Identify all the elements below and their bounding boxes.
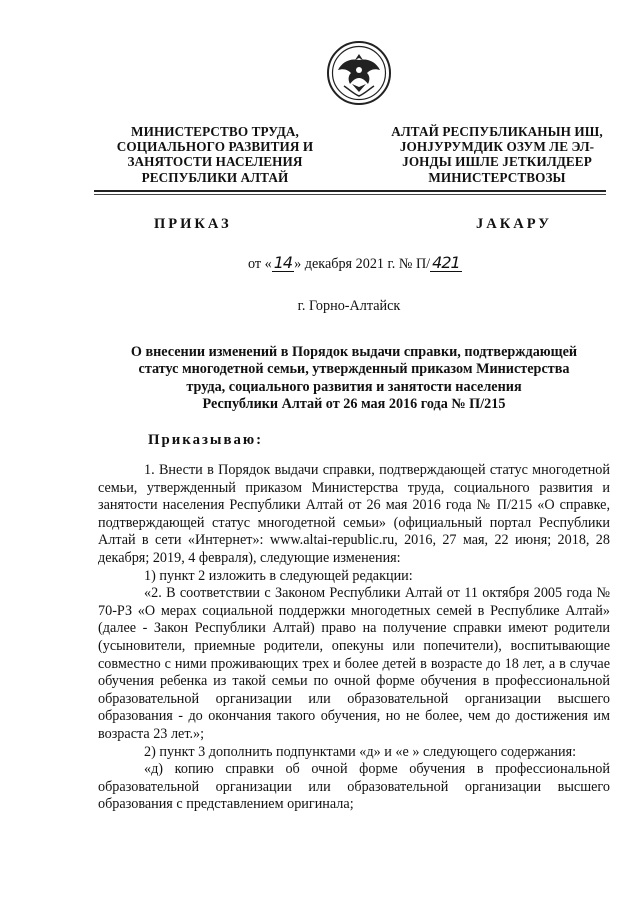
title-line: труда, социального развития и занятости населения xyxy=(186,378,522,395)
date-middle: » декабря 2021 г. № П/ xyxy=(294,256,431,272)
city-line xyxy=(0,298,640,315)
ministry-name-altai xyxy=(384,124,610,185)
body-paragraph: 1. Внести в Порядок выдачи справки, подтверждающей статус многодетной семьи, утвержденный приказом Министерства труда, социального развития и занятости населения Республики Алтай от 26 мая 2016 года № П/215 «О справке, подтверждающей статус многодетной семьи» (официальный портал Республики Алтай в сети «Интернет»: www.altai-republic.ru, 2016, 27 мая, 22 июня; 2018, 28 декабря; 2019, 4 февраля), следующие изменения: xyxy=(98,462,610,566)
doc-type-russian: ПРИКАЗ xyxy=(154,216,232,232)
ministry-name-ru-line: РЕСПУБЛИКИ АЛТАЙ xyxy=(141,169,289,185)
handwritten-order-number: 421 xyxy=(432,253,460,272)
date-prefix: от « xyxy=(248,256,272,272)
ministry-name-alt-line: АЛТАЙ РЕСПУБЛИКАНЫН ИШ, xyxy=(391,124,603,139)
ministry-name-russian xyxy=(92,124,338,185)
city-name: г. Горно-Алтайск xyxy=(297,298,401,314)
body-paragraph: «2. В соответствии с Законом Республики Алтай от 11 октября 2005 года № 70-РЗ «О мерах социальной поддержки многодетных семей в Республике Алтай» (далее - Закон Республики Алтай) право на получение справки имеют родители (усыновители, приемные родители, опекуны или попечители), воспитывающие совместно с ними проживающих трех и более детей в возрасте до 18 лет, а в случае обучения ребенка из такой семьи по очной форме обучения в профессиональной образовательной организации или образовательной организации высшего образования - до окончания такого обучения, но не более, чем до достижения им возраста 23 лет.»; xyxy=(98,585,610,742)
ministry-name-ru-line: ЗАНЯТОСТИ НАСЕЛЕНИЯ xyxy=(127,154,303,170)
title-line: Республики Алтай от 26 мая 2016 года № П/215 xyxy=(202,396,506,413)
title-line: статус многодетной семьи, утвержденный приказом Министерства xyxy=(138,361,570,378)
body-paragraph: 2) пункт 3 дополнить подпунктами «д» и «е » следующего содержания: xyxy=(144,743,577,760)
order-body xyxy=(98,462,610,814)
order-directive-word: Приказываю: xyxy=(148,432,264,448)
ministry-name-ru-line: МИНИСТЕРСТВО ТРУДА, xyxy=(131,124,299,139)
header-divider-thin xyxy=(94,194,606,195)
body-paragraph: «д) копию справки об очной форме обучения в профессиональной образовательной организации или образовательной организации высшего образования с представлением оригинала; xyxy=(98,761,610,813)
handwritten-day: 14 xyxy=(273,253,293,272)
doc-type-altai: ЈАКАРУ xyxy=(476,216,552,232)
ministry-name-alt-line: ЈОНДЫ ИШЛЕ ЈЕТКИЛДЕЕР xyxy=(402,154,592,170)
header-divider-thick xyxy=(94,190,606,192)
altai-emblem-icon xyxy=(326,40,392,106)
body-paragraph: 1) пункт 2 изложить в следующей редакции: xyxy=(144,567,413,584)
ministry-name-alt-line: ЈОНЈУРУМДИК ОЗУМ ЛЕ ЭЛ- xyxy=(399,139,595,155)
ministry-name-ru-line: СОЦИАЛЬНОГО РАЗВИТИЯ И xyxy=(116,139,314,155)
ministry-name-alt-line: МИНИСТЕРСТВОЗЫ xyxy=(428,169,566,185)
order-title xyxy=(98,344,610,414)
title-line: О внесении изменений в Порядок выдачи справки, подтверждающей xyxy=(130,344,578,360)
order-date-line xyxy=(248,255,462,273)
